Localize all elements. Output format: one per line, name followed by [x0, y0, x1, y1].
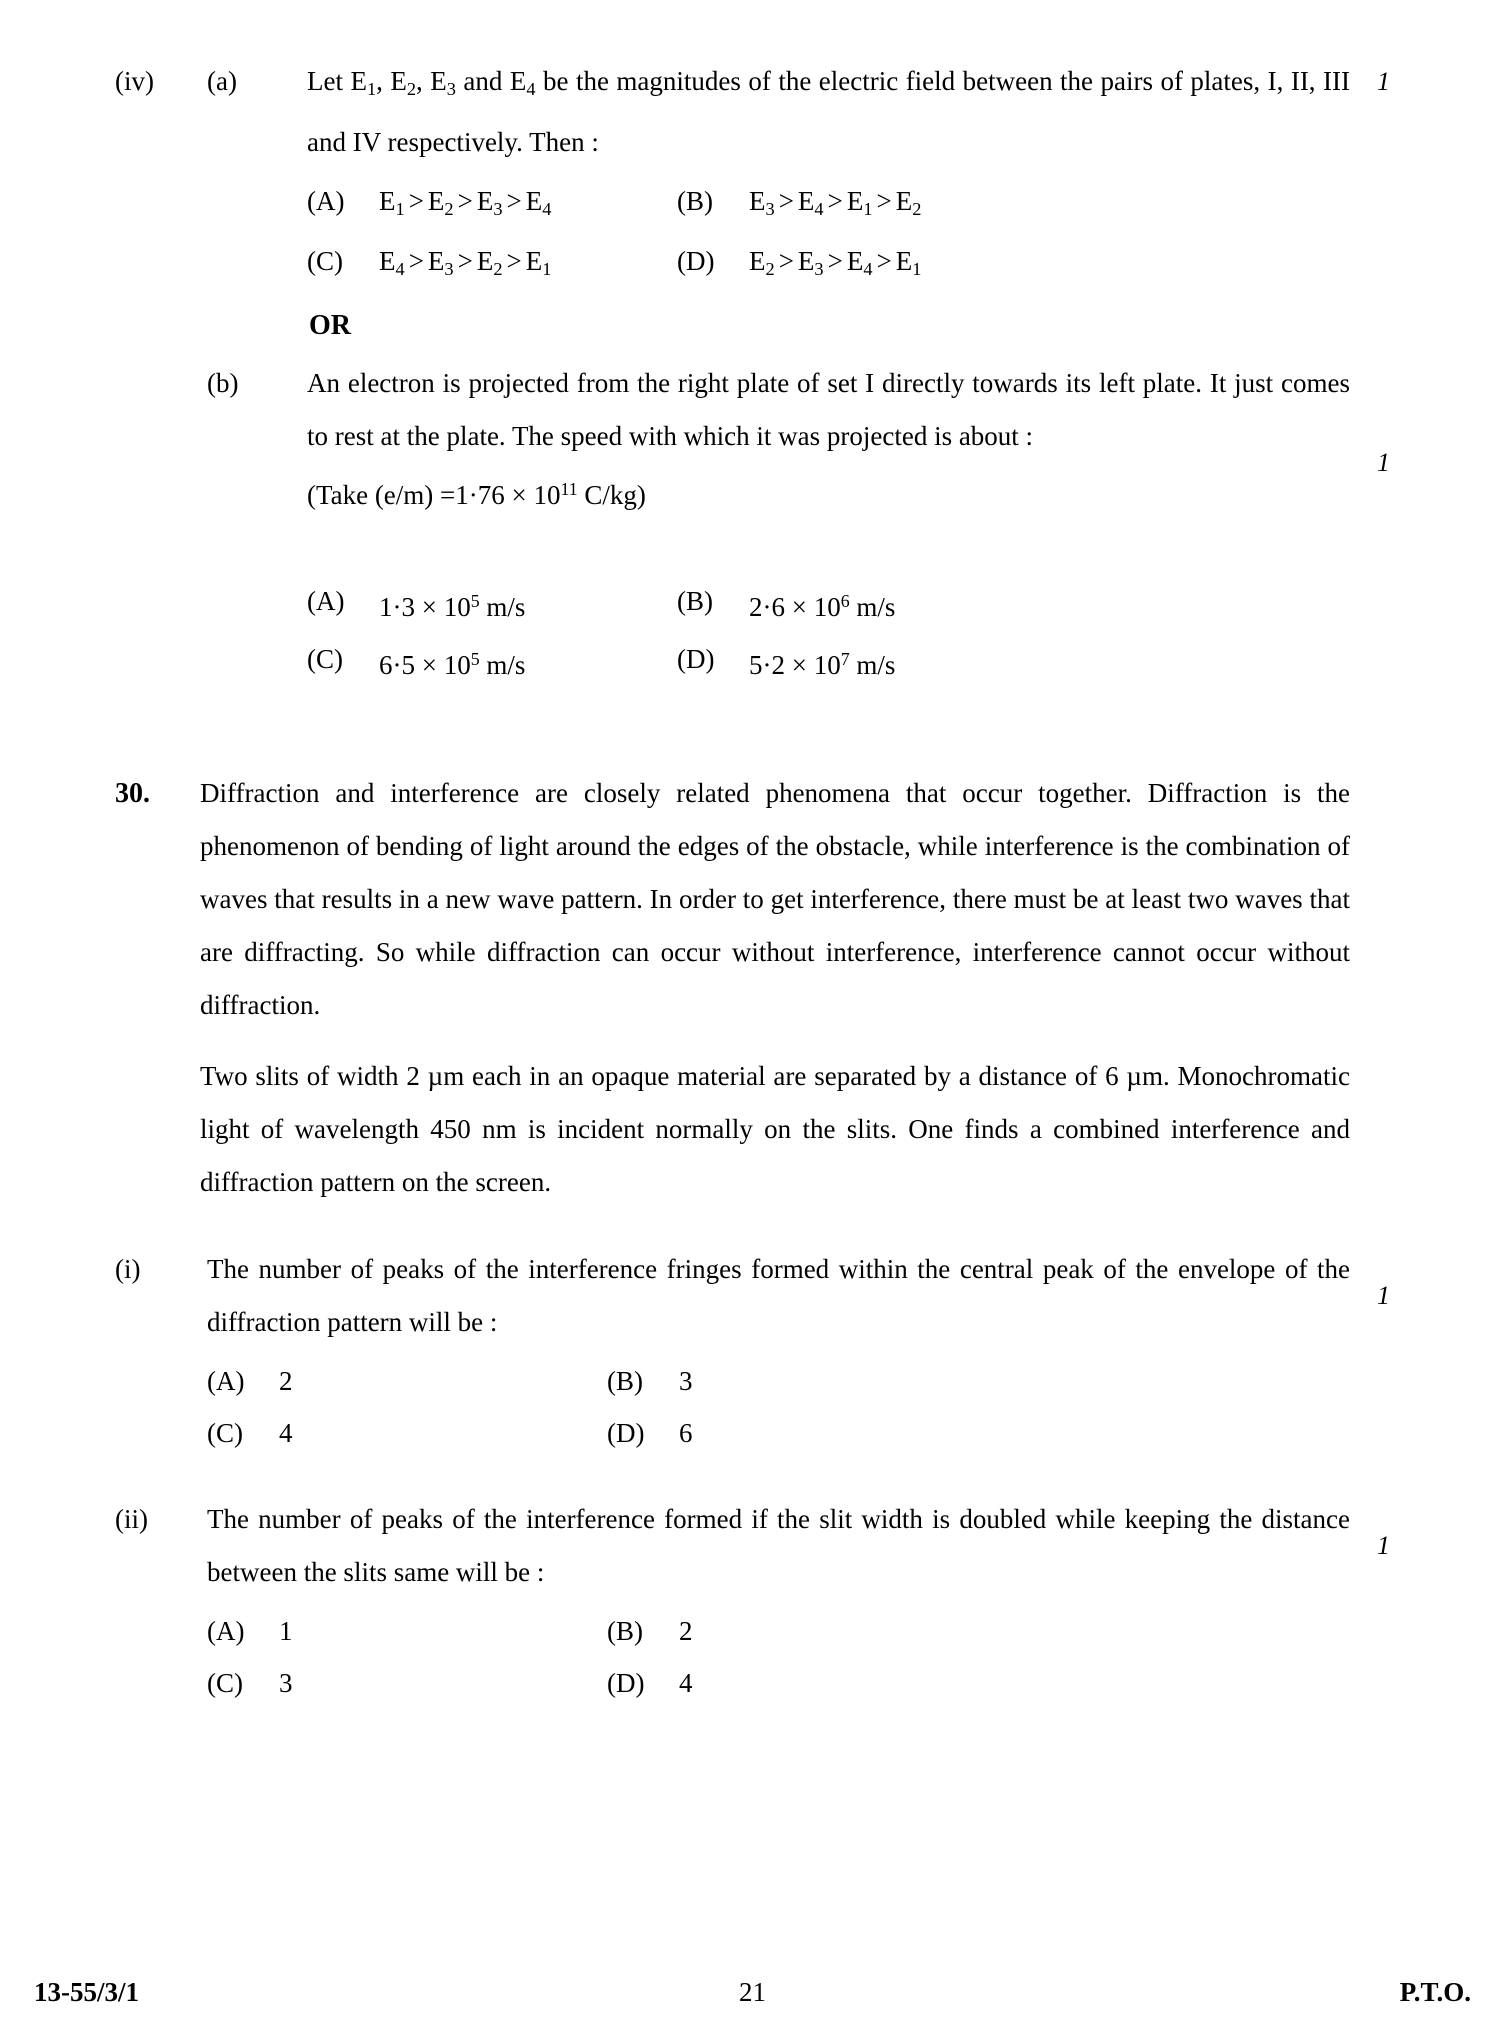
question-29-iv-a-text: Let $E_1$, $E_2$, $E_3$ and $E_4$ be the magnitudes of the electric field between the pairs of plates, I, II, III and IV respectively. Then :	[307, 66, 1351, 158]
option-d[interactable]	[677, 235, 1350, 295]
option-c-value: $E_4 > E_3 > E_2 > E_1$	[379, 246, 552, 280]
option-row-cd	[207, 1407, 1350, 1459]
option-b[interactable]	[607, 1605, 1350, 1657]
question-30-sub-i-text: The number of peaks of the interference fringes formed within the central peak of the envelope of the diffraction pattern will be :	[207, 1254, 1350, 1338]
option-row-ab	[307, 175, 1350, 235]
option-b-value: $2\cdot 6 \times 10^6$ m/s	[749, 591, 896, 623]
section-gap	[115, 691, 1390, 767]
option-d-value: $5\cdot 2 \times 10^7$ m/s	[749, 649, 896, 681]
option-a[interactable]	[307, 175, 677, 235]
question-29-iv-part-b	[115, 357, 1390, 569]
question-29-iv-b-text: An electron is projected from the right plate of set I directly towards its left plate. It just comes to rest at the plate. The speed with which it was projected is about :	[307, 368, 1350, 452]
question-29-iv-b-options-wrap	[115, 569, 1390, 691]
part-label-b: (b)	[207, 368, 239, 399]
options-30-ii	[207, 1605, 1350, 1709]
option-d[interactable]	[607, 1657, 1350, 1709]
sub-question-gap	[115, 1459, 1390, 1493]
option-b-tag: (B)	[607, 1616, 643, 1647]
option-a-value: 1	[279, 1616, 293, 1647]
option-c-tag: (C)	[207, 1668, 243, 1699]
option-b[interactable]	[677, 575, 1350, 633]
option-b-value: $E_3 > E_4 > E_1 > E_2$	[749, 186, 922, 220]
option-b-tag: (B)	[677, 186, 713, 217]
option-d-value: 4	[679, 1668, 693, 1699]
option-a-tag: (A)	[307, 586, 345, 617]
option-row-ab	[307, 575, 1350, 633]
question-30-sub-i	[115, 1243, 1390, 1349]
question-30-paragraph-2: Two slits of width 2 µm each in an opaque material are separated by a distance of 6 µm. Monochromatic light of wavelength 450 nm is incident normally on the slits. One finds a combined interference and diffraction pattern on the screen.	[200, 1061, 1350, 1198]
question-29-iv-b-note: (Take $(e/m) =1\cdot 76 \times 10^{11}$ C/kg)	[307, 479, 646, 511]
marks-29-iv-a: 1	[1377, 67, 1390, 96]
question-29-iv-part-a	[115, 55, 1390, 169]
question-30-paragraph-1: Diffraction and interference are closely related phenomena that occur together. Diffraction is the phenomenon of bending of light around the edges of the obstacle, while interference is the combination of waves that results in a new wave pattern. In order to get interference, there must be at least two waves that are diffracting. So while diffraction can occur without interference, interference cannot occur without diffraction.	[200, 778, 1350, 1021]
question-30-sub-ii-text: The number of peaks of the interference formed if the slit width is doubled while keeping the distance between the slits same will be :	[207, 1504, 1350, 1588]
or-label: OR	[309, 310, 351, 342]
or-divider-row	[115, 295, 1390, 357]
option-d-value: $E_2 > E_3 > E_4 > E_1$	[749, 246, 922, 280]
option-b-tag: (B)	[607, 1366, 643, 1397]
option-c-tag: (C)	[307, 246, 343, 277]
option-c[interactable]	[307, 633, 677, 691]
option-b[interactable]	[677, 175, 1350, 235]
option-row-cd	[307, 235, 1350, 295]
option-c[interactable]	[207, 1407, 607, 1459]
option-b-value: 2	[679, 1616, 693, 1647]
option-a[interactable]	[307, 575, 677, 633]
options-29-iv-a	[307, 175, 1350, 295]
option-a-value: $E_1 > E_2 > E_3 > E_4$	[379, 186, 552, 220]
option-row-ab	[207, 1355, 1350, 1407]
option-c-tag: (C)	[307, 644, 343, 675]
option-row-cd	[207, 1657, 1350, 1709]
marks-29-iv-b: 1	[1377, 448, 1390, 478]
page-number: 21	[739, 1977, 766, 2007]
question-29-iv-a-options-wrap	[115, 169, 1390, 295]
sub-label-ii: (ii)	[115, 1504, 148, 1535]
question-30-paragraph-1-row	[115, 767, 1390, 1209]
option-a-tag: (A)	[207, 1366, 245, 1397]
pto-label: P.T.O.	[1399, 1977, 1471, 2007]
question-30-sub-ii	[115, 1493, 1390, 1599]
roman-label-iv: (iv)	[115, 66, 154, 96]
option-a[interactable]	[207, 1355, 607, 1407]
question-30-sub-i-options-wrap	[115, 1349, 1390, 1459]
paper-code: 13-55/3/1	[34, 1977, 139, 2007]
option-row-cd	[307, 633, 1350, 691]
marks-30-i: 1	[1377, 1281, 1390, 1311]
page-footer	[0, 1977, 1505, 2008]
option-c-tag: (C)	[207, 1418, 243, 1449]
option-d-tag: (D)	[677, 246, 715, 277]
marks-30-ii: 1	[1377, 1531, 1390, 1561]
option-a-tag: (A)	[207, 1616, 245, 1647]
question-30-sub-ii-options-wrap	[115, 1599, 1390, 1709]
options-30-i	[207, 1355, 1350, 1459]
part-label-a: (a)	[207, 66, 237, 96]
option-d-tag: (D)	[607, 1418, 645, 1449]
option-b-tag: (B)	[677, 586, 713, 617]
option-a-value: $1\cdot 3 \times 10^5$ m/s	[379, 591, 526, 623]
question-30-number: 30.	[115, 778, 150, 810]
option-row-ab	[207, 1605, 1350, 1657]
option-c-value: $6\cdot 5 \times 10^5$ m/s	[379, 649, 526, 681]
option-c-value: 3	[279, 1668, 293, 1699]
option-d-tag: (D)	[677, 644, 715, 675]
option-c[interactable]	[307, 235, 677, 295]
paragraph-gap	[115, 1209, 1390, 1243]
option-a-tag: (A)	[307, 186, 345, 217]
option-c-value: 4	[279, 1418, 293, 1449]
option-b[interactable]	[607, 1355, 1350, 1407]
option-a-value: 2	[279, 1366, 293, 1397]
option-d[interactable]	[677, 633, 1350, 691]
option-a[interactable]	[207, 1605, 607, 1657]
option-d-tag: (D)	[607, 1668, 645, 1699]
option-c[interactable]	[207, 1657, 607, 1709]
option-b-value: 3	[679, 1366, 693, 1397]
option-d[interactable]	[607, 1407, 1350, 1459]
options-29-iv-b	[307, 575, 1350, 691]
sub-label-i: (i)	[115, 1254, 141, 1285]
option-d-value: 6	[679, 1418, 693, 1449]
